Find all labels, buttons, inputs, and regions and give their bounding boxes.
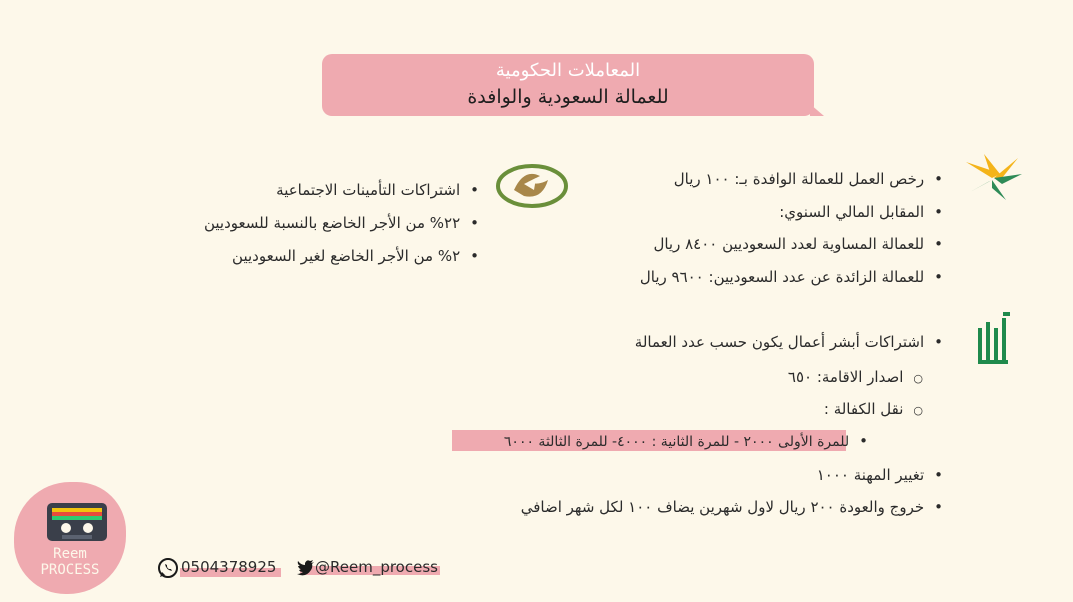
brand-line-1: Reem [53, 546, 87, 562]
sub-item: ○ نقل الكفالة : [824, 400, 923, 418]
list-item: • ٢٢% من الأجر الخاضع بالنسبة للسعوديين [204, 214, 479, 232]
title-line-1: المعاملات الحكومية [495, 60, 641, 81]
whatsapp-icon [157, 557, 179, 579]
phone-number[interactable]: 0504378925 [181, 558, 277, 576]
twitter-icon [297, 560, 315, 576]
brand-name [20, 546, 120, 578]
list-item: • تغيير المهنة ١٠٠٠ [817, 466, 943, 484]
list-item: • رخص العمل للعمالة الوافدة بـ: ١٠٠ ريال [674, 170, 943, 188]
brand-line-2: PROCESS [40, 562, 100, 578]
title-line-2: للعمالة السعودية والوافدة [467, 86, 669, 108]
list-item: • المقابل المالي السنوي: [779, 203, 943, 221]
absher-logo-icon [974, 312, 1014, 366]
sub-item: ○ اصدار الاقامة: ٦٥٠ [788, 368, 923, 386]
ministry-logo-icon [962, 152, 1026, 204]
list-item: • للعمالة الزائدة عن عدد السعوديين: ٩٦٠٠ ريال [640, 268, 943, 286]
list-item: • للعمالة المساوية لعدد السعوديين ٨٤٠٠ ريال [653, 235, 943, 253]
twitter-handle[interactable]: @Reem_process [315, 558, 438, 576]
cassette-icon [46, 502, 108, 542]
title-banner [322, 54, 814, 116]
list-item: • اشتراكات أبشر أعمال يكون حسب عدد العمالة [635, 333, 943, 351]
list-item: • خروج والعودة ٢٠٠ ريال لاول شهرين يضاف ١٠٠ لكل شهر اضافي [521, 498, 943, 516]
gosi-logo-icon [494, 160, 572, 212]
list-item: • للمرة الأولى ٢٠٠٠ - للمرة الثانية : ٤٠٠٠- للمرة الثالثة ٦٠٠٠ [504, 432, 868, 450]
list-item: • ٢% من الأجر الخاضع لغير السعوديين [232, 247, 479, 265]
list-item: • اشتراكات التأمينات الاجتماعية [276, 181, 479, 199]
